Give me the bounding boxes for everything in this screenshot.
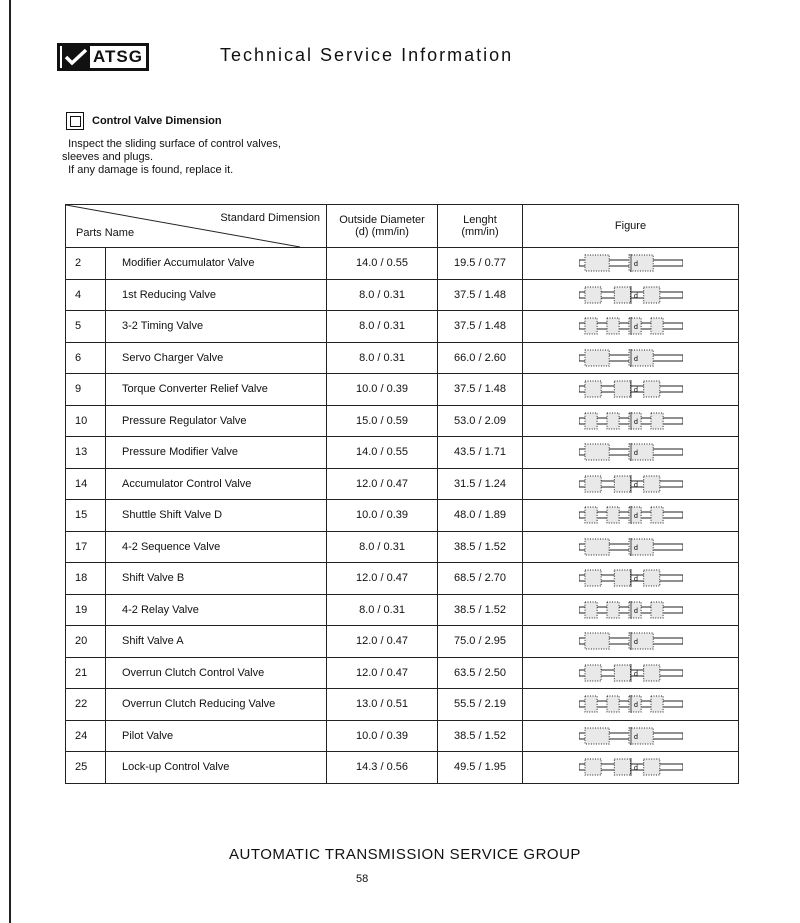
svg-text:d: d bbox=[633, 670, 638, 678]
valve-figure-icon bbox=[523, 725, 738, 747]
part-name-cell: Accumulator Control Valve bbox=[106, 468, 327, 500]
valve-figure-icon bbox=[523, 378, 738, 400]
outside-diameter-cell: 10.0 / 0.39 bbox=[327, 500, 438, 532]
valve-figure-cell bbox=[523, 531, 739, 563]
part-number-cell: 24 bbox=[66, 720, 106, 752]
valve-figure-icon bbox=[523, 284, 738, 306]
part-name-cell: Modifier Accumulator Valve bbox=[106, 248, 327, 280]
document-icon bbox=[66, 112, 84, 130]
svg-text:d: d bbox=[633, 607, 638, 615]
part-number-cell: 25 bbox=[66, 752, 106, 784]
svg-text:d: d bbox=[633, 481, 638, 489]
part-name-cell: Servo Charger Valve bbox=[106, 342, 327, 374]
outside-diameter-cell: 8.0 / 0.31 bbox=[327, 594, 438, 626]
svg-text:d: d bbox=[633, 292, 638, 300]
length-cell: 31.5 / 1.24 bbox=[438, 468, 523, 500]
table-row bbox=[66, 752, 739, 784]
length-label: Lenght bbox=[463, 214, 497, 226]
table-header-row bbox=[66, 205, 739, 248]
valve-figure-icon bbox=[523, 599, 738, 621]
part-number-cell: 20 bbox=[66, 626, 106, 658]
length-cell: 49.5 / 1.95 bbox=[438, 752, 523, 784]
valve-figure-cell bbox=[523, 563, 739, 595]
length-cell: 38.5 / 1.52 bbox=[438, 531, 523, 563]
valve-figure-cell bbox=[523, 594, 739, 626]
part-name-cell: Shift Valve B bbox=[106, 563, 327, 595]
length-cell: 66.0 / 2.60 bbox=[438, 342, 523, 374]
svg-text:d: d bbox=[633, 261, 638, 269]
atsg-logo bbox=[57, 43, 149, 71]
part-name-cell: Pressure Modifier Valve bbox=[106, 437, 327, 469]
table-row bbox=[66, 311, 739, 343]
table-row bbox=[66, 500, 739, 532]
part-number-cell: 18 bbox=[66, 563, 106, 595]
valve-figure-icon bbox=[523, 441, 738, 463]
valve-figure-cell bbox=[523, 468, 739, 500]
part-number-cell: 2 bbox=[66, 248, 106, 280]
valve-figure-cell bbox=[523, 374, 739, 406]
length-cell: 48.0 / 1.89 bbox=[438, 500, 523, 532]
part-number-cell: 13 bbox=[66, 437, 106, 469]
valve-figure-cell bbox=[523, 437, 739, 469]
valve-figure-icon bbox=[523, 347, 738, 369]
part-number-cell: 17 bbox=[66, 531, 106, 563]
valve-figure-icon bbox=[523, 473, 738, 495]
table-row bbox=[66, 405, 739, 437]
part-name-cell: Lock-up Control Valve bbox=[106, 752, 327, 784]
table-row bbox=[66, 657, 739, 689]
checkmark-icon bbox=[62, 46, 90, 68]
valve-figure-icon bbox=[523, 504, 738, 526]
part-number-cell: 6 bbox=[66, 342, 106, 374]
length-cell: 38.5 / 1.52 bbox=[438, 720, 523, 752]
outside-diameter-cell: 15.0 / 0.59 bbox=[327, 405, 438, 437]
svg-text:d: d bbox=[633, 733, 638, 741]
table-row bbox=[66, 689, 739, 721]
length-cell: 38.5 / 1.52 bbox=[438, 594, 523, 626]
standard-dimension-header: Standard Dimension bbox=[220, 212, 320, 224]
valve-figure-cell bbox=[523, 500, 739, 532]
part-number-cell: 5 bbox=[66, 311, 106, 343]
outside-diameter-cell: 8.0 / 0.31 bbox=[327, 311, 438, 343]
outside-diameter-cell: 14.0 / 0.55 bbox=[327, 248, 438, 280]
outside-diameter-cell: 12.0 / 0.47 bbox=[327, 468, 438, 500]
valve-figure-cell bbox=[523, 626, 739, 658]
table-row bbox=[66, 531, 739, 563]
outside-diameter-cell: 12.0 / 0.47 bbox=[327, 563, 438, 595]
valve-figure-cell bbox=[523, 720, 739, 752]
instruction-line: If any damage is found, replace it. bbox=[62, 164, 234, 176]
svg-text:d: d bbox=[633, 355, 638, 363]
parts-name-header: Parts Name bbox=[76, 227, 135, 239]
table-row bbox=[66, 342, 739, 374]
outside-diameter-cell: 10.0 / 0.39 bbox=[327, 720, 438, 752]
valve-figure-cell bbox=[523, 657, 739, 689]
part-number-cell: 14 bbox=[66, 468, 106, 500]
part-name-cell: 4-2 Sequence Valve bbox=[106, 531, 327, 563]
outside-diameter-unit: (d) (mm/in) bbox=[355, 226, 409, 238]
corner-header-cell bbox=[66, 205, 327, 248]
outside-diameter-cell: 8.0 / 0.31 bbox=[327, 531, 438, 563]
instruction-line: sleeves and plugs. bbox=[62, 151, 154, 163]
table-row bbox=[66, 468, 739, 500]
footer-title: AUTOMATIC TRANSMISSION SERVICE GROUP bbox=[229, 846, 581, 863]
valve-figure-icon bbox=[523, 662, 738, 684]
instructions-text bbox=[62, 138, 281, 177]
length-cell: 19.5 / 0.77 bbox=[438, 248, 523, 280]
valve-figure-icon bbox=[523, 693, 738, 715]
part-number-cell: 4 bbox=[66, 279, 106, 311]
svg-text:d: d bbox=[633, 544, 638, 552]
outside-diameter-cell: 12.0 / 0.47 bbox=[327, 626, 438, 658]
outside-diameter-cell: 13.0 / 0.51 bbox=[327, 689, 438, 721]
outside-diameter-header bbox=[327, 205, 438, 248]
outside-diameter-cell: 14.3 / 0.56 bbox=[327, 752, 438, 784]
part-number-cell: 9 bbox=[66, 374, 106, 406]
svg-text:d: d bbox=[633, 387, 638, 395]
part-number-cell: 15 bbox=[66, 500, 106, 532]
length-unit: (mm/in) bbox=[461, 226, 499, 238]
svg-text:d: d bbox=[633, 765, 638, 773]
part-number-cell: 21 bbox=[66, 657, 106, 689]
table-row bbox=[66, 563, 739, 595]
part-name-cell: Shuttle Shift Valve D bbox=[106, 500, 327, 532]
outside-diameter-cell: 12.0 / 0.47 bbox=[327, 657, 438, 689]
part-name-cell: Pressure Regulator Valve bbox=[106, 405, 327, 437]
part-number-cell: 19 bbox=[66, 594, 106, 626]
page-number: 58 bbox=[356, 873, 369, 885]
part-name-cell: 3-2 Timing Valve bbox=[106, 311, 327, 343]
table-row bbox=[66, 626, 739, 658]
valve-figure-icon bbox=[523, 536, 738, 558]
logo-text: ATSG bbox=[93, 47, 143, 66]
svg-text:d: d bbox=[633, 513, 638, 521]
part-name-cell: Overrun Clutch Control Valve bbox=[106, 657, 327, 689]
table-row bbox=[66, 248, 739, 280]
part-name-cell: Shift Valve A bbox=[106, 626, 327, 658]
figure-header: Figure bbox=[523, 205, 739, 248]
part-name-cell: 1st Reducing Valve bbox=[106, 279, 327, 311]
length-cell: 43.5 / 1.71 bbox=[438, 437, 523, 469]
valve-figure-cell bbox=[523, 311, 739, 343]
valve-figure-icon bbox=[523, 630, 738, 652]
valve-dimension-table bbox=[65, 204, 739, 784]
part-name-cell: Pilot Valve bbox=[106, 720, 327, 752]
table-row bbox=[66, 374, 739, 406]
valve-figure-cell bbox=[523, 248, 739, 280]
part-number-cell: 10 bbox=[66, 405, 106, 437]
valve-figure-icon bbox=[523, 756, 738, 778]
svg-text:d: d bbox=[633, 576, 638, 584]
length-cell: 63.5 / 2.50 bbox=[438, 657, 523, 689]
page-binding-line bbox=[9, 0, 11, 923]
valve-figure-cell bbox=[523, 405, 739, 437]
table-row bbox=[66, 720, 739, 752]
length-cell: 68.5 / 2.70 bbox=[438, 563, 523, 595]
svg-text:d: d bbox=[633, 450, 638, 458]
length-cell: 55.5 / 2.19 bbox=[438, 689, 523, 721]
part-name-cell: Overrun Clutch Reducing Valve bbox=[106, 689, 327, 721]
valve-figure-cell bbox=[523, 689, 739, 721]
table-row bbox=[66, 437, 739, 469]
valve-figure-icon bbox=[523, 410, 738, 432]
instruction-line: Inspect the sliding surface of control valves, bbox=[62, 138, 281, 150]
length-cell: 75.0 / 2.95 bbox=[438, 626, 523, 658]
section-title: Control Valve Dimension bbox=[92, 115, 222, 127]
outside-diameter-label: Outside Diameter bbox=[339, 214, 425, 226]
valve-figure-cell bbox=[523, 342, 739, 374]
valve-figure-cell bbox=[523, 752, 739, 784]
svg-text:d: d bbox=[633, 639, 638, 647]
table-row bbox=[66, 594, 739, 626]
valve-figure-icon bbox=[523, 315, 738, 337]
length-cell: 53.0 / 2.09 bbox=[438, 405, 523, 437]
valve-figure-cell bbox=[523, 279, 739, 311]
length-header bbox=[438, 205, 523, 248]
part-number-cell: 22 bbox=[66, 689, 106, 721]
page-header-title: Technical Service Information bbox=[220, 45, 514, 65]
outside-diameter-cell: 10.0 / 0.39 bbox=[327, 374, 438, 406]
outside-diameter-cell: 8.0 / 0.31 bbox=[327, 342, 438, 374]
svg-text:d: d bbox=[633, 702, 638, 710]
valve-figure-icon bbox=[523, 252, 738, 274]
outside-diameter-cell: 14.0 / 0.55 bbox=[327, 437, 438, 469]
part-name-cell: Torque Converter Relief Valve bbox=[106, 374, 327, 406]
outside-diameter-cell: 8.0 / 0.31 bbox=[327, 279, 438, 311]
svg-text:d: d bbox=[633, 324, 638, 332]
table-row bbox=[66, 279, 739, 311]
valve-figure-icon bbox=[523, 567, 738, 589]
length-cell: 37.5 / 1.48 bbox=[438, 374, 523, 406]
length-cell: 37.5 / 1.48 bbox=[438, 279, 523, 311]
part-name-cell: 4-2 Relay Valve bbox=[106, 594, 327, 626]
length-cell: 37.5 / 1.48 bbox=[438, 311, 523, 343]
svg-text:d: d bbox=[633, 418, 638, 426]
